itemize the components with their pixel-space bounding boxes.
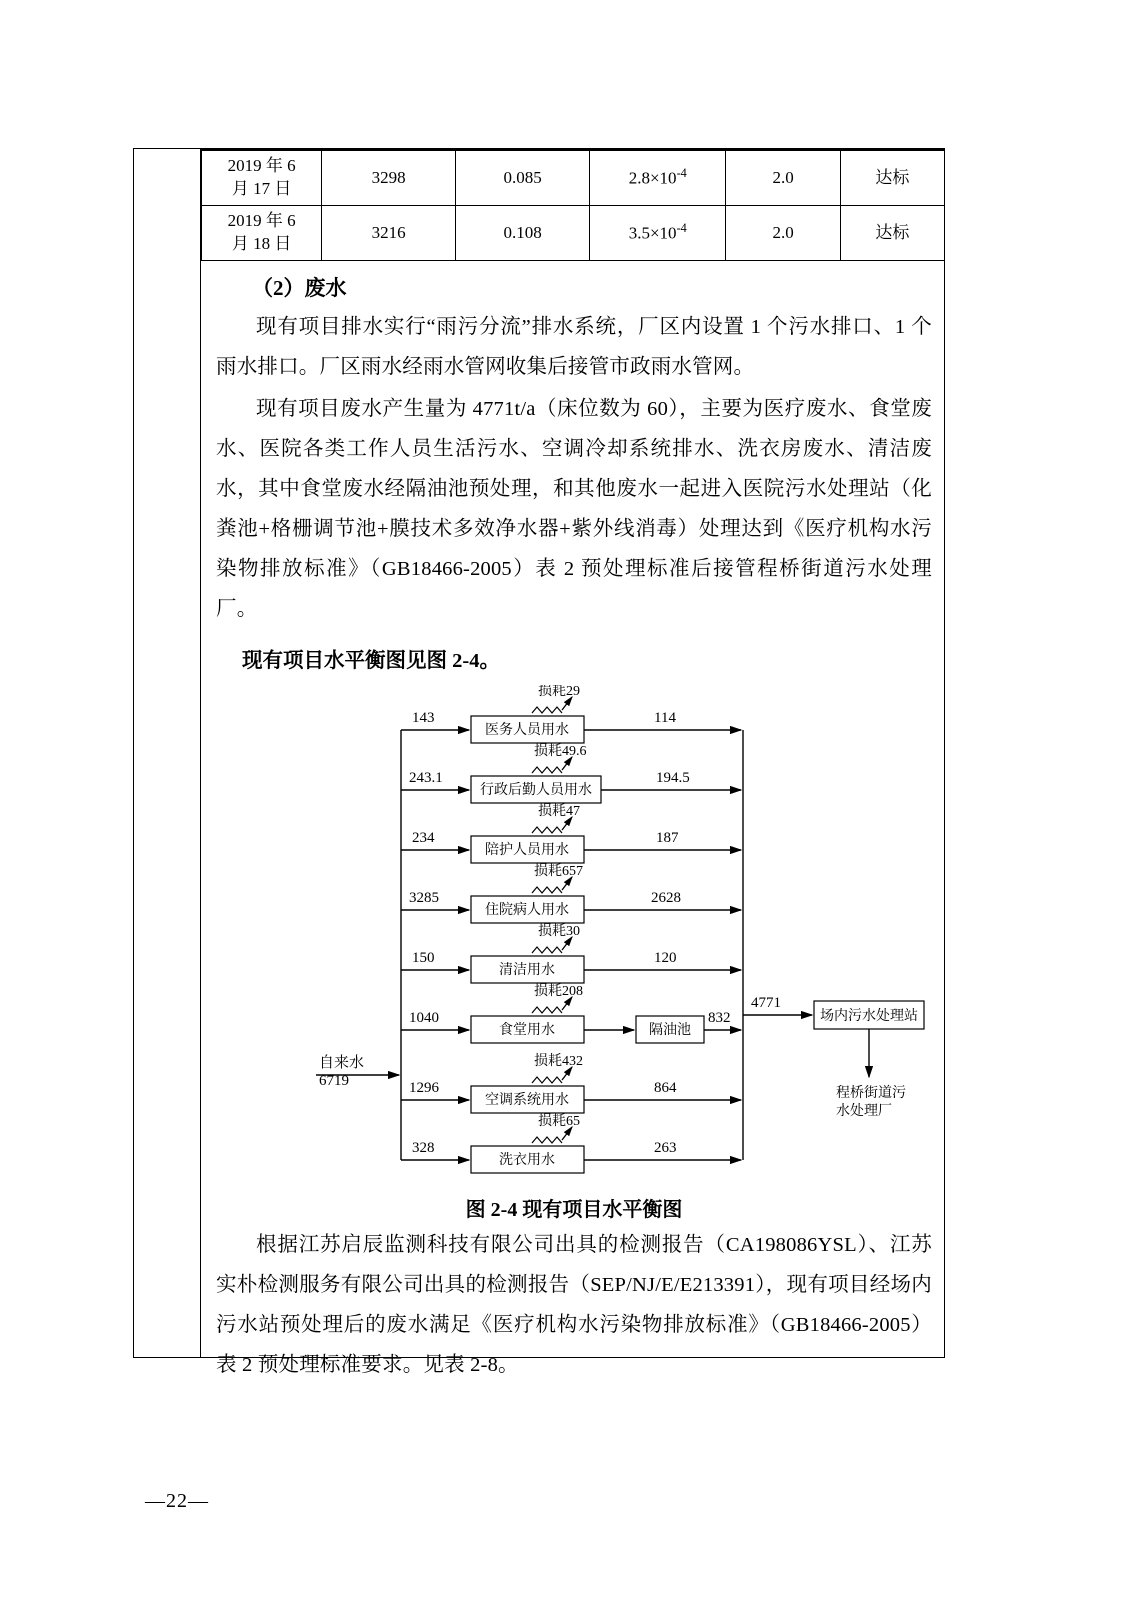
paragraph-4: 根据江苏启辰监测科技有限公司出具的检测报告（CA198086YSL）、江苏实朴检测服务有限公司出具的检测报告（SEP/NJ/E/E213391），现有项目经场内污水站预处理后的废水满足《医疗机构水污染物排放标准》（GB18466-2005）表 2 预处理标准要求。见表 2-8。 [216,1233,932,1376]
row-box-5: 清洁用水 [499,962,555,978]
cell-value-4: 2.0 [726,150,840,206]
date-line2: 月 18 日 [231,234,292,253]
row-out-5: 120 [654,949,677,966]
cell-value-3-exp: -4 [676,166,687,181]
cell-status: 达标 [840,206,944,261]
row-out-1: 114 [654,709,676,726]
cell-value-3 [590,206,726,261]
row-box-6: 食堂用水 [499,1022,555,1038]
row-box-8: 洗衣用水 [499,1152,555,1168]
row-box-1: 医务人员用水 [485,722,569,738]
row-in-8: 328 [412,1139,435,1156]
data-table [201,149,945,261]
row-loss-4: 损耗657 [534,863,583,879]
page-inner-border [200,148,201,1358]
row-out-7: 864 [654,1079,677,1096]
row-loss-8: 损耗65 [538,1113,580,1129]
cell-date [202,206,322,261]
final-label-2: 水处理厂 [836,1103,892,1119]
total-out-label: 4771 [751,994,781,1011]
row-in-4: 3285 [409,889,439,906]
cell-value-3-exp: -4 [676,221,687,236]
source-label-2: 6719 [319,1072,349,1089]
water-balance-diagram [216,685,932,1185]
source-label-1: 自来水 [319,1054,365,1071]
section-heading: （2）废水 [252,276,347,300]
row-box-3: 陪护人员用水 [485,842,569,858]
row-loss-7: 损耗432 [534,1053,583,1069]
row-box-2: 行政后勤人员用水 [480,782,592,798]
date-line2: 月 17 日 [231,179,292,198]
figure-caption: 图 2-4 现有项目水平衡图 [465,1198,683,1221]
oil-box-label: 隔油池 [649,1022,691,1038]
cell-value-2: 0.085 [455,150,589,206]
body-content [216,272,932,1388]
row-loss-5: 损耗30 [538,923,580,939]
row-in-3: 234 [412,829,435,846]
row-box-4: 住院病人用水 [485,902,569,918]
cell-value-4: 2.0 [726,206,840,261]
paragraph-2: 现有项目废水产生量为 4771t/a（床位数为 60），主要为医疗废水、食堂废水、医院各类工作人员生活污水、空调冷却系统排水、洗衣房废水、清洁废水，其中食堂废水经隔油池预处理，和其他废水一起进入医院污水处理站（化粪池+格栅调节池+膜技术多效净水器+紫外线消毒）处理达到《医疗机构水污染物排放标准》（GB18466-2005）表 2 预处理标准后接管程桥街道污水处理厂。 [216,397,932,620]
row-in-2: 243.1 [409,769,443,786]
row-out-3: 187 [656,829,679,846]
date-line1: 2019 年 6 [227,156,296,176]
cell-date [202,150,322,206]
row-loss-3: 损耗47 [538,803,580,819]
station-box-label: 场内污水处理站 [820,1008,918,1024]
row-out-4: 2628 [651,889,681,906]
row-in-6: 1040 [409,1009,439,1026]
cell-value-1: 3216 [322,206,456,261]
cell-value-3 [590,150,726,206]
water-balance-svg [216,685,932,1185]
date-line1: 2019 年 6 [227,211,296,231]
row-loss-2: 损耗49.6 [534,743,587,759]
table-row [202,150,945,206]
figure-reference: 现有项目水平衡图见图 2-4。 [242,649,500,672]
paragraph-1: 现有项目排水实行“雨污分流”排水系统，厂区内设置 1 个污水排口、1 个雨水排口。厂区雨水经雨水管网收集后接管市政雨水管网。 [216,316,932,378]
row-out-6: 832 [708,1009,731,1026]
final-label-1: 程桥街道污 [836,1085,906,1101]
row-loss-6: 损耗208 [534,983,583,999]
row-in-7: 1296 [409,1079,439,1096]
cell-status: 达标 [840,150,944,206]
cell-value-3-base: 3.5×10 [628,223,677,243]
row-in-5: 150 [412,949,435,966]
table-row [202,206,945,261]
row-in-1: 143 [412,709,435,726]
row-out-2: 194.5 [656,769,690,786]
row-box-7: 空调系统用水 [485,1092,569,1108]
cell-value-2: 0.108 [455,206,589,261]
row-loss-1: 损耗29 [538,684,580,699]
cell-value-3-base: 2.8×10 [628,168,677,188]
row-out-8: 263 [654,1139,677,1156]
page-number: —22— [145,1490,209,1512]
cell-value-1: 3298 [322,150,456,206]
